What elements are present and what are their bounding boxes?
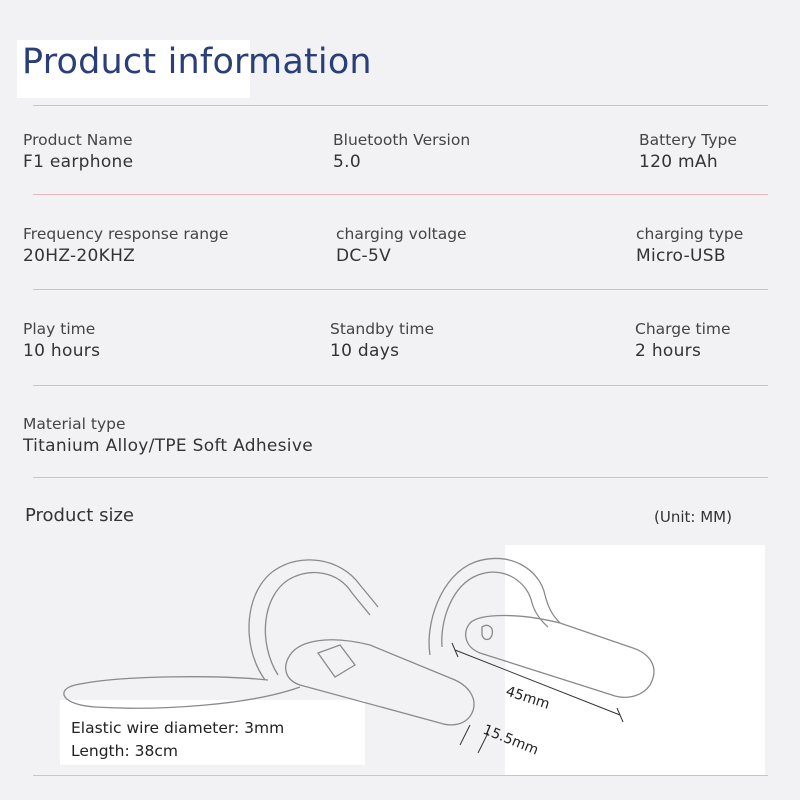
spec-charging-type xyxy=(636,224,743,267)
right-earpiece xyxy=(466,616,654,698)
length-note: Length: 38cm xyxy=(71,742,178,760)
spec-label: Bluetooth Version xyxy=(333,131,471,149)
spec-value: 10 days xyxy=(330,341,400,361)
spec-label: Play time xyxy=(23,320,96,338)
left-earpiece xyxy=(286,640,474,725)
right-ear-hook-inner xyxy=(442,572,548,647)
divider xyxy=(33,105,768,106)
left-ear-hook-inner xyxy=(265,573,370,675)
dimension-line-width xyxy=(460,725,470,745)
page-title: Product information xyxy=(22,42,372,82)
dimension-length-label: 45mm xyxy=(503,683,552,713)
right-earpiece-notch xyxy=(482,625,492,639)
product-size-heading: Product size xyxy=(25,505,134,526)
spec-frequency-response xyxy=(23,224,228,267)
dimension-tick xyxy=(617,708,623,722)
left-ear-hook xyxy=(249,560,378,680)
spec-battery-type xyxy=(639,130,737,173)
left-earpiece-panel xyxy=(318,645,355,677)
spec-charging-voltage xyxy=(336,224,467,267)
spec-value: Micro-USB xyxy=(636,246,726,266)
neckband-wire xyxy=(64,677,300,708)
spec-label: Charge time xyxy=(635,320,731,338)
spec-label: Frequency response range xyxy=(23,225,229,243)
spec-value: 5.0 xyxy=(333,152,361,172)
spec-value: 120 mAh xyxy=(639,152,718,172)
spec-label: charging type xyxy=(636,225,744,243)
divider xyxy=(33,775,768,776)
spec-label: Material type xyxy=(23,415,126,433)
spec-label: Product Name xyxy=(23,131,133,149)
divider xyxy=(33,289,768,290)
spec-value: F1 earphone xyxy=(23,152,134,172)
spec-bluetooth-version xyxy=(333,130,470,173)
spec-value: DC-5V xyxy=(336,246,392,266)
spec-label: Standby time xyxy=(330,320,435,338)
dimension-width-label: 15.5mm xyxy=(480,721,541,759)
divider xyxy=(33,477,768,478)
divider xyxy=(33,385,768,386)
spec-label: Battery Type xyxy=(639,131,737,149)
spec-value: 10 hours xyxy=(23,341,101,361)
spec-label: charging voltage xyxy=(336,225,467,243)
spec-standby-time xyxy=(330,319,434,362)
wire-diameter-note: Elastic wire diameter: 3mm xyxy=(71,719,285,737)
spec-material-type xyxy=(23,414,313,457)
spec-value: Titanium Alloy/TPE Soft Adhesive xyxy=(23,436,313,456)
spec-value: 2 hours xyxy=(635,341,702,361)
spec-charge-time xyxy=(635,319,731,362)
spec-value: 20HZ-20KHZ xyxy=(23,246,136,266)
spec-play-time xyxy=(23,319,100,362)
divider xyxy=(33,194,768,195)
dimension-tick xyxy=(452,643,458,657)
unit-label: (Unit: MM) xyxy=(654,508,732,526)
spec-product-name xyxy=(23,130,133,173)
